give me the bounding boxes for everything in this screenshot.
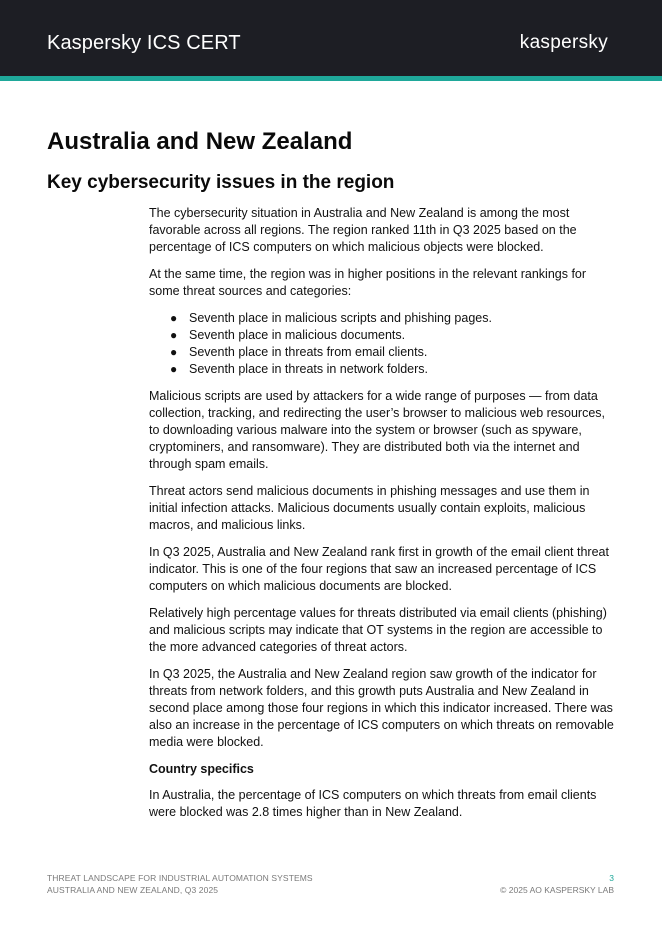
section-title: Key cybersecurity issues in the region xyxy=(47,172,395,193)
ranking-list xyxy=(149,310,617,378)
kaspersky-logo: kaspersky xyxy=(519,32,608,53)
footer-right xyxy=(500,872,614,896)
article-body xyxy=(149,205,617,831)
paragraph: The cybersecurity situation in Australia and New Zealand is among the most favorable across all regions. The region ranked 11th in Q3 2025 based on the percentage of ICS computers on which malicious objects were blocked. xyxy=(149,206,577,254)
page-number: 3 xyxy=(609,873,614,883)
paragraph: In Australia, the percentage of ICS computers on which threats from email clients were blocked was 2.8 times higher than in New Zealand. xyxy=(149,788,597,819)
list-item-text: Seventh place in malicious documents. xyxy=(189,328,406,342)
footer-line: THREAT LANDSCAPE FOR INDUSTRIAL AUTOMATION SYSTEMS xyxy=(47,873,313,883)
page-title: Australia and New Zealand xyxy=(47,128,353,155)
list-item-text: Seventh place in threats from email clients. xyxy=(189,345,428,359)
list-item xyxy=(170,310,617,327)
list-item xyxy=(170,327,617,344)
list-item xyxy=(170,344,617,361)
paragraph: Malicious scripts are used by attackers for a wide range of purposes — from data collection, tracking, and redirecting the user’s browser to malicious web resources, to downloading various malware into the system or browser (such as spyware, cryptominers, and ransomware). They are distributed both via the internet and through spam emails. xyxy=(149,389,605,471)
bullet-icon: ● xyxy=(170,328,178,342)
list-item-text: Seventh place in threats in network folders. xyxy=(189,362,429,376)
paragraph: Threat actors send malicious documents in phishing messages and use them in initial infection attacks. Malicious documents usually contain exploits, malicious macros, and malicious links. xyxy=(149,484,590,532)
bullet-icon: ● xyxy=(170,311,178,325)
footer-line: AUSTRALIA AND NEW ZEALAND, Q3 2025 xyxy=(47,885,219,895)
header-accent-stripe xyxy=(0,76,662,81)
list-item xyxy=(170,361,617,378)
bullet-icon: ● xyxy=(170,345,178,359)
page-header xyxy=(0,0,662,76)
country-specifics-heading: Country specifics xyxy=(149,762,254,776)
header-title: Kaspersky ICS CERT xyxy=(47,32,241,54)
paragraph: Relatively high percentage values for threats distributed via email clients (phishing) and malicious scripts may indicate that OT systems in the region are accessible to the more advanced categories of threat actors. xyxy=(149,606,607,654)
list-item-text: Seventh place in malicious scripts and phishing pages. xyxy=(189,311,492,325)
paragraph: In Q3 2025, the Australia and New Zealand region saw growth of the indicator for threats from network folders, and this growth puts Australia and New Zealand in second place among those four regions in which this indicator increased. There was also an increase in the percentage of ICS computers on which threats on removable media were blocked. xyxy=(149,667,614,749)
paragraph: At the same time, the region was in higher positions in the relevant rankings for some threat sources and categories: xyxy=(149,267,587,298)
copyright: © 2025 AO KASPERSKY LAB xyxy=(500,885,614,895)
paragraph: In Q3 2025, Australia and New Zealand rank first in growth of the email client threat indicator. This is one of the four regions that saw an increased percentage of ICS computers on which malicious documents are blocked. xyxy=(149,545,609,593)
footer-report-title xyxy=(47,872,313,896)
bullet-icon: ● xyxy=(170,362,178,376)
